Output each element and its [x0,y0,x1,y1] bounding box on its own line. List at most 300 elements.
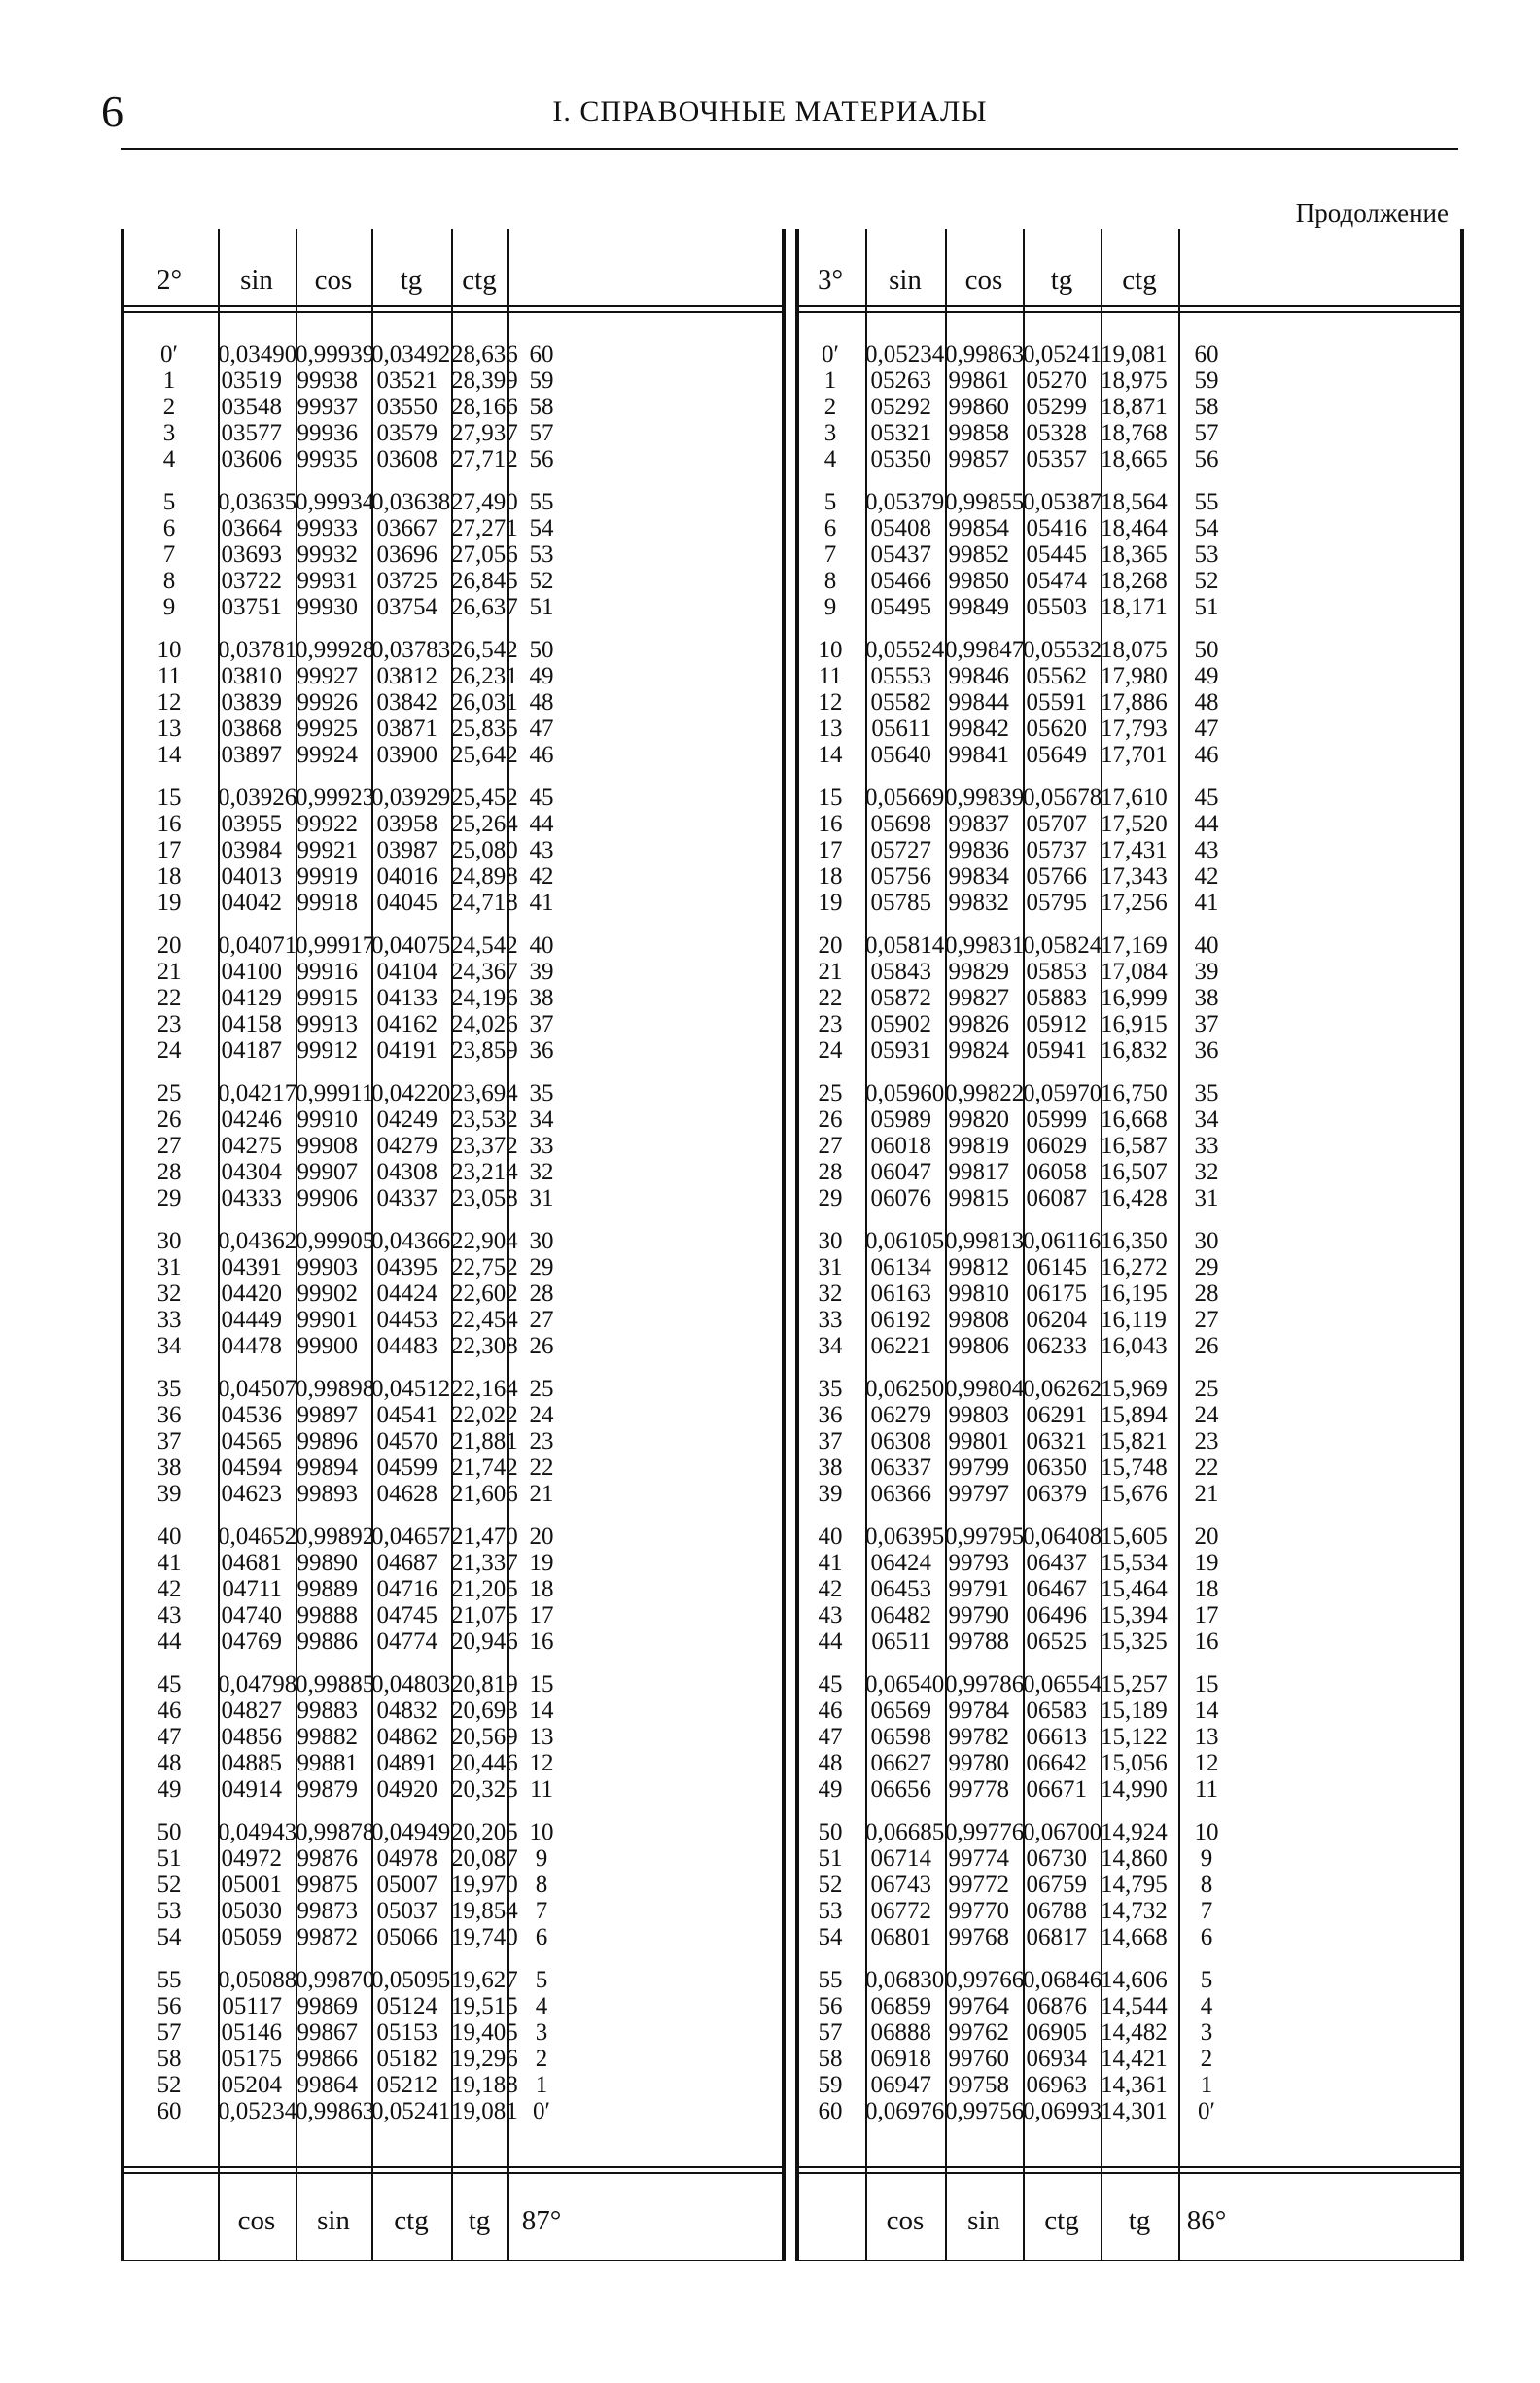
row-group [121,637,218,785]
cos-cell: 99927 [297,663,358,689]
cos-cell: 99889 [297,1576,358,1602]
column-body [1178,341,1235,2124]
complement-minutes-cell: 21 [1194,1481,1219,1507]
tg-cell: 0,04366 [371,1228,451,1254]
cos-cell: 99921 [297,837,358,863]
row-group [296,341,375,489]
complement-minutes-cell: 27 [529,1307,554,1333]
ctg-cell: 23,859 [451,1037,518,1064]
ctg-cell: 17,343 [1101,863,1168,890]
complement-minutes-cell: 47 [1194,716,1219,742]
ctg-cell: 15,122 [1101,1724,1168,1750]
ctg-cell: 26,637 [451,594,518,620]
ctg-cell: 14,544 [1101,1993,1168,2019]
column-rmin [508,229,576,2261]
complement-minutes-cell: 38 [529,985,554,1011]
minutes-cell: 1 [162,368,176,394]
minutes-cell: 35 [818,1376,843,1402]
cos-cell: 99886 [297,1629,358,1655]
row-group [371,932,451,1080]
column-body [508,341,576,2124]
ctg-cell: 21,470 [451,1524,518,1550]
complement-minutes-cell: 59 [1194,368,1219,394]
ctg-cell: 22,602 [451,1280,518,1307]
sin-cell: 0,04798 [218,1671,298,1698]
ctg-cell: 18,464 [1101,515,1168,542]
sin-cell: 04885 [221,1750,282,1776]
complement-minutes-cell: 8 [535,1872,548,1898]
row-group [945,489,1023,637]
complement-minutes-cell: 24 [1194,1402,1219,1428]
complement-minutes-cell: 56 [529,446,554,473]
minutes-cell: 42 [157,1576,182,1602]
tg-cell: 04191 [376,1037,438,1064]
tg-cell: 06876 [1026,1993,1087,2019]
row-group [1023,341,1101,489]
ctg-cell: 17,084 [1101,959,1168,985]
sin-cell: 05611 [871,716,931,742]
minutes-cell: 29 [157,1185,182,1211]
ctg-cell: 22,164 [451,1376,518,1402]
sin-cell: 03984 [221,837,282,863]
cos-cell: 99916 [297,959,358,985]
sin-cell: 06076 [870,1185,931,1211]
complement-minutes-cell: 9 [535,1845,548,1872]
cos-cell: 0,99863 [945,341,1025,368]
minutes-cell: 9 [162,594,176,620]
complement-minutes-cell: 19 [1194,1550,1219,1576]
minutes-cell: 15 [157,785,182,811]
ctg-cell: 21,881 [451,1428,518,1454]
complement-minutes-cell: 41 [529,890,554,916]
ctg-cell: 15,748 [1101,1454,1168,1481]
tg-cell: 0,06846 [1023,1967,1102,1993]
column-body [451,341,518,2124]
row-group [795,341,865,489]
tg-cell: 05853 [1026,959,1087,985]
ctg-cell: 20,205 [451,1819,518,1845]
complement-minutes-cell: 50 [529,637,554,663]
sin-cell: 06888 [870,2019,931,2046]
row-group [945,1819,1023,1967]
cos-cell: 99910 [297,1106,358,1133]
ctg-cell: 14,990 [1101,1776,1168,1803]
sin-cell: 05175 [221,2046,282,2072]
ctg-cell: 18,365 [1101,542,1168,568]
tg-cell: 0,05532 [1023,637,1102,663]
sin-cell: 06947 [870,2072,931,2098]
complement-minutes-cell: 39 [1194,959,1219,985]
cos-cell: 99842 [948,716,1009,742]
cos-cell: 99931 [297,568,358,594]
tg-cell: 03608 [376,446,438,473]
row-group [121,1819,218,1967]
complement-minutes-cell: 58 [1194,394,1219,420]
minutes-cell: 10 [157,637,182,663]
complement-minutes-cell: 58 [529,394,554,420]
ctg-cell: 15,534 [1101,1550,1168,1576]
tg-cell: 05007 [376,1872,438,1898]
sin-cell: 05437 [870,542,931,568]
row-group [508,341,576,489]
minutes-cell: 51 [157,1845,182,1872]
complement-minutes-cell: 35 [529,1080,554,1106]
tg-cell: 04395 [376,1254,438,1280]
ctg-cell: 18,075 [1101,637,1168,663]
tg-cell: 05153 [376,2019,438,2046]
tg-cell: 05912 [1026,1011,1087,1037]
minutes-cell: 22 [157,985,182,1011]
cos-cell: 99867 [297,2019,358,2046]
column-header: ctg [462,264,497,296]
row-group [795,1376,865,1524]
cos-cell: 99915 [297,985,358,1011]
cos-cell: 99827 [948,985,1009,1011]
tg-cell: 04045 [376,890,438,916]
complement-minutes-cell: 3 [1200,2019,1213,2046]
complement-minutes-cell: 60 [529,341,554,368]
ctg-cell: 15,676 [1101,1481,1168,1507]
sin-cell: 06743 [870,1872,931,1898]
complement-minutes-cell: 55 [1194,489,1219,515]
tg-cell: 0,04657 [371,1524,451,1550]
row-group [1023,1228,1101,1376]
trig-table-left [121,229,782,2261]
minutes-cell: 55 [818,1967,843,1993]
sin-cell: 05582 [870,689,931,716]
tg-cell: 06730 [1026,1845,1087,1872]
ctg-cell: 15,605 [1101,1524,1168,1550]
sin-cell: 0,03926 [218,785,298,811]
cos-cell: 99836 [948,837,1009,863]
complement-minutes-cell: 30 [1194,1228,1219,1254]
row-group [218,1819,296,1967]
sin-cell: 06308 [870,1428,931,1454]
tg-cell: 0,06554 [1023,1671,1102,1698]
ctg-cell: 25,264 [451,811,518,837]
row-group [1178,341,1235,489]
tg-cell: 03812 [376,663,438,689]
complement-minutes-cell: 22 [529,1454,554,1481]
ctg-cell: 19,970 [451,1872,518,1898]
sin-cell: 0,06976 [865,2098,945,2124]
complement-minutes-cell: 25 [1194,1376,1219,1402]
row-group [121,932,218,1080]
cos-cell: 99903 [297,1254,358,1280]
sin-cell: 04129 [221,985,282,1011]
cos-cell: 99762 [948,2019,1009,2046]
running-head: I. СПРАВОЧНЫЕ МАТЕРИАЛЫ [552,95,988,127]
minutes-cell: 54 [157,1924,182,1950]
column-ctg [1101,229,1178,2261]
sin-cell: 04246 [221,1106,282,1133]
cos-cell: 99812 [948,1254,1009,1280]
tg-cell: 06233 [1026,1333,1087,1359]
ctg-cell: 19,515 [451,1993,518,2019]
ctg-cell: 17,980 [1101,663,1168,689]
cos-cell: 0,99892 [296,1524,375,1550]
minutes-cell: 48 [818,1750,843,1776]
sin-cell: 0,04362 [218,1228,298,1254]
complement-minutes-cell: 31 [529,1185,554,1211]
tg-cell: 0,05241 [371,2098,451,2124]
complement-minutes-cell: 55 [529,489,554,515]
column-tg [1023,229,1101,2261]
cos-cell: 0,99756 [945,2098,1025,2124]
ctg-cell: 21,742 [451,1454,518,1481]
row-group [1023,1819,1101,1967]
tg-cell: 04162 [376,1011,438,1037]
complement-minutes-cell: 1 [535,2072,548,2098]
row-group [865,1080,945,1228]
ctg-cell: 17,886 [1101,689,1168,716]
complement-minutes-cell: 7 [535,1898,548,1924]
row-group [1101,1228,1178,1376]
cos-cell: 99869 [297,1993,358,2019]
minutes-cell: 45 [157,1671,182,1698]
cos-cell: 99906 [297,1185,358,1211]
row-group [121,1080,218,1228]
minutes-cell: 49 [157,1776,182,1803]
ctg-cell: 25,080 [451,837,518,863]
cos-cell: 0,99911 [296,1080,374,1106]
cos-cell: 99810 [948,1280,1009,1307]
ctg-cell: 16,043 [1101,1333,1168,1359]
minutes-cell: 32 [818,1280,843,1307]
minutes-cell: 56 [818,1993,843,2019]
complement-minutes-cell: 49 [1194,663,1219,689]
angle-header: 3° [817,264,844,296]
cos-cell: 99908 [297,1133,358,1159]
minutes-cell: 56 [157,1993,182,2019]
row-group [1023,489,1101,637]
complement-minutes-cell: 47 [529,716,554,742]
tg-cell: 0,03638 [371,489,451,515]
tg-cell: 04687 [376,1550,438,1576]
tg-cell: 0,03783 [371,637,451,663]
tg-cell: 04978 [376,1845,438,1872]
cos-cell: 99894 [297,1454,358,1481]
sin-cell: 05843 [870,959,931,985]
tg-cell: 06671 [1026,1776,1087,1803]
tg-cell: 05503 [1026,594,1087,620]
cos-cell: 99919 [297,863,358,890]
row-group [296,489,375,637]
cos-cell: 99907 [297,1159,358,1185]
ctg-cell: 26,845 [451,568,518,594]
ctg-cell: 27,490 [451,489,518,515]
complement-minutes-cell: 10 [1194,1819,1219,1845]
row-group [865,341,945,489]
row-group [508,785,576,932]
row-group [795,1967,865,2124]
complement-minutes-cell: 38 [1194,985,1219,1011]
minutes-cell: 4 [162,446,176,473]
tg-cell: 03987 [376,837,438,863]
ctg-cell: 14,301 [1101,2098,1168,2124]
cos-cell: 0,99822 [945,1080,1025,1106]
minutes-cell: 0′ [160,341,178,368]
minutes-cell: 42 [818,1576,843,1602]
sin-cell: 05146 [221,2019,282,2046]
complement-minutes-cell: 3 [535,2019,548,2046]
tg-cell: 06963 [1026,2072,1087,2098]
tg-cell: 03842 [376,689,438,716]
minutes-cell: 31 [157,1254,182,1280]
column-body [945,341,1025,2124]
ctg-cell: 21,205 [451,1576,518,1602]
row-group [795,489,865,637]
row-group [945,341,1023,489]
complement-minutes-cell: 25 [529,1376,554,1402]
sin-cell: 0,04217 [218,1080,298,1106]
row-group [1023,1671,1101,1819]
cos-cell: 99799 [948,1454,1009,1481]
tg-cell: 04424 [376,1280,438,1307]
sin-cell: 03722 [221,568,282,594]
minutes-cell: 3 [162,420,176,446]
row-group [1178,637,1235,785]
row-group [508,489,576,637]
cos-cell: 99896 [297,1428,358,1454]
tg-cell: 06788 [1026,1898,1087,1924]
cos-cell: 99873 [297,1898,358,1924]
sin-cell: 05263 [870,368,931,394]
minutes-cell: 7 [162,542,176,568]
row-group [451,1376,518,1524]
cos-cell: 99937 [297,394,358,420]
complement-minutes-cell: 42 [1194,863,1219,890]
ctg-cell: 14,361 [1101,2072,1168,2098]
column-min [121,229,218,2261]
row-group [218,1376,296,1524]
complement-minutes-cell: 4 [1200,1993,1213,2019]
ctg-cell: 14,482 [1101,2019,1168,2046]
complement-minutes-cell: 33 [529,1133,554,1159]
ctg-cell: 15,894 [1101,1402,1168,1428]
ctg-cell: 16,119 [1101,1307,1167,1333]
cos-cell: 99850 [948,568,1009,594]
sin-cell: 06366 [870,1481,931,1507]
minutes-cell: 18 [818,863,843,890]
cos-cell: 99797 [948,1481,1009,1507]
minutes-cell: 4 [823,446,837,473]
column-header: cos [964,264,1003,296]
row-group [865,1228,945,1376]
tg-cell: 04862 [376,1724,438,1750]
row-group [451,1080,518,1228]
cos-cell: 0,99855 [945,489,1025,515]
minutes-cell: 0′ [822,341,839,368]
sin-cell: 06918 [870,2046,931,2072]
tg-cell: 04891 [376,1750,438,1776]
continuation-label: Продолжение [1295,198,1449,228]
cos-cell: 99819 [948,1133,1009,1159]
minutes-cell: 50 [818,1819,843,1845]
row-group [1101,1376,1178,1524]
ctg-cell: 14,668 [1101,1924,1168,1950]
tg-cell: 06145 [1026,1254,1087,1280]
tg-cell: 0,05241 [1023,341,1102,368]
ctg-cell: 23,532 [451,1106,518,1133]
row-group [508,1819,576,1967]
cos-cell: 99846 [948,663,1009,689]
complement-minutes-cell: 2 [535,2046,548,2072]
cos-cell: 0,99831 [945,932,1025,959]
ctg-cell: 14,606 [1101,1967,1168,1993]
cos-cell: 0,99898 [296,1376,375,1402]
cos-cell: 99890 [297,1550,358,1576]
sin-cell: 05756 [870,863,931,890]
minutes-cell: 51 [818,1845,843,1872]
sin-cell: 03955 [221,811,282,837]
sin-cell: 0,06250 [865,1376,945,1402]
minutes-cell: 57 [818,2019,843,2046]
cos-cell: 99881 [297,1750,358,1776]
cos-cell: 99815 [948,1185,1009,1211]
complement-minutes-cell: 45 [1194,785,1219,811]
sin-cell: 03693 [221,542,282,568]
complement-minutes-cell: 48 [1194,689,1219,716]
ctg-cell: 22,904 [451,1228,518,1254]
cos-cell: 0,99885 [296,1671,375,1698]
row-group [945,932,1023,1080]
column-rule [782,229,786,2261]
complement-minutes-cell: 16 [1194,1629,1219,1655]
row-group [1101,341,1178,489]
complement-minutes-cell: 53 [529,542,554,568]
sin-cell: 03839 [221,689,282,716]
minutes-cell: 50 [157,1819,182,1845]
sin-cell: 06192 [870,1307,931,1333]
column-tg [371,229,451,2261]
row-group [1101,932,1178,1080]
tg-cell: 05037 [376,1898,438,1924]
row-group [296,1524,375,1671]
complement-minutes-cell: 17 [529,1602,554,1629]
ctg-cell: 19,081 [451,2098,518,2124]
complement-minutes-cell: 40 [1194,932,1219,959]
cos-cell: 99782 [948,1724,1009,1750]
row-group [371,489,451,637]
sin-cell: 05321 [870,420,931,446]
tg-cell: 04133 [376,985,438,1011]
complement-minutes-cell: 32 [1194,1159,1219,1185]
column-header: tg [1050,264,1073,296]
column-footer: cos [886,2205,925,2236]
ctg-cell: 18,975 [1101,368,1168,394]
row-group [1178,1080,1235,1228]
sin-cell: 0,06830 [865,1967,945,1993]
minutes-cell: 54 [818,1924,843,1950]
tg-cell: 03667 [376,515,438,542]
row-group [795,637,865,785]
complement-minutes-cell: 28 [1194,1280,1219,1307]
cos-cell: 99901 [297,1307,358,1333]
complement-minutes-cell: 10 [529,1819,554,1845]
cos-cell: 99817 [948,1159,1009,1185]
minutes-cell: 19 [157,890,182,916]
sin-cell: 0,04943 [218,1819,298,1845]
row-group [945,637,1023,785]
minutes-cell: 22 [818,985,843,1011]
complement-minutes-cell: 31 [1194,1185,1219,1211]
row-group [296,1080,374,1228]
ctg-cell: 26,542 [451,637,518,663]
complement-minutes-cell: 46 [529,742,554,768]
cos-cell: 0,99847 [945,637,1025,663]
sin-cell: 04623 [221,1481,282,1507]
